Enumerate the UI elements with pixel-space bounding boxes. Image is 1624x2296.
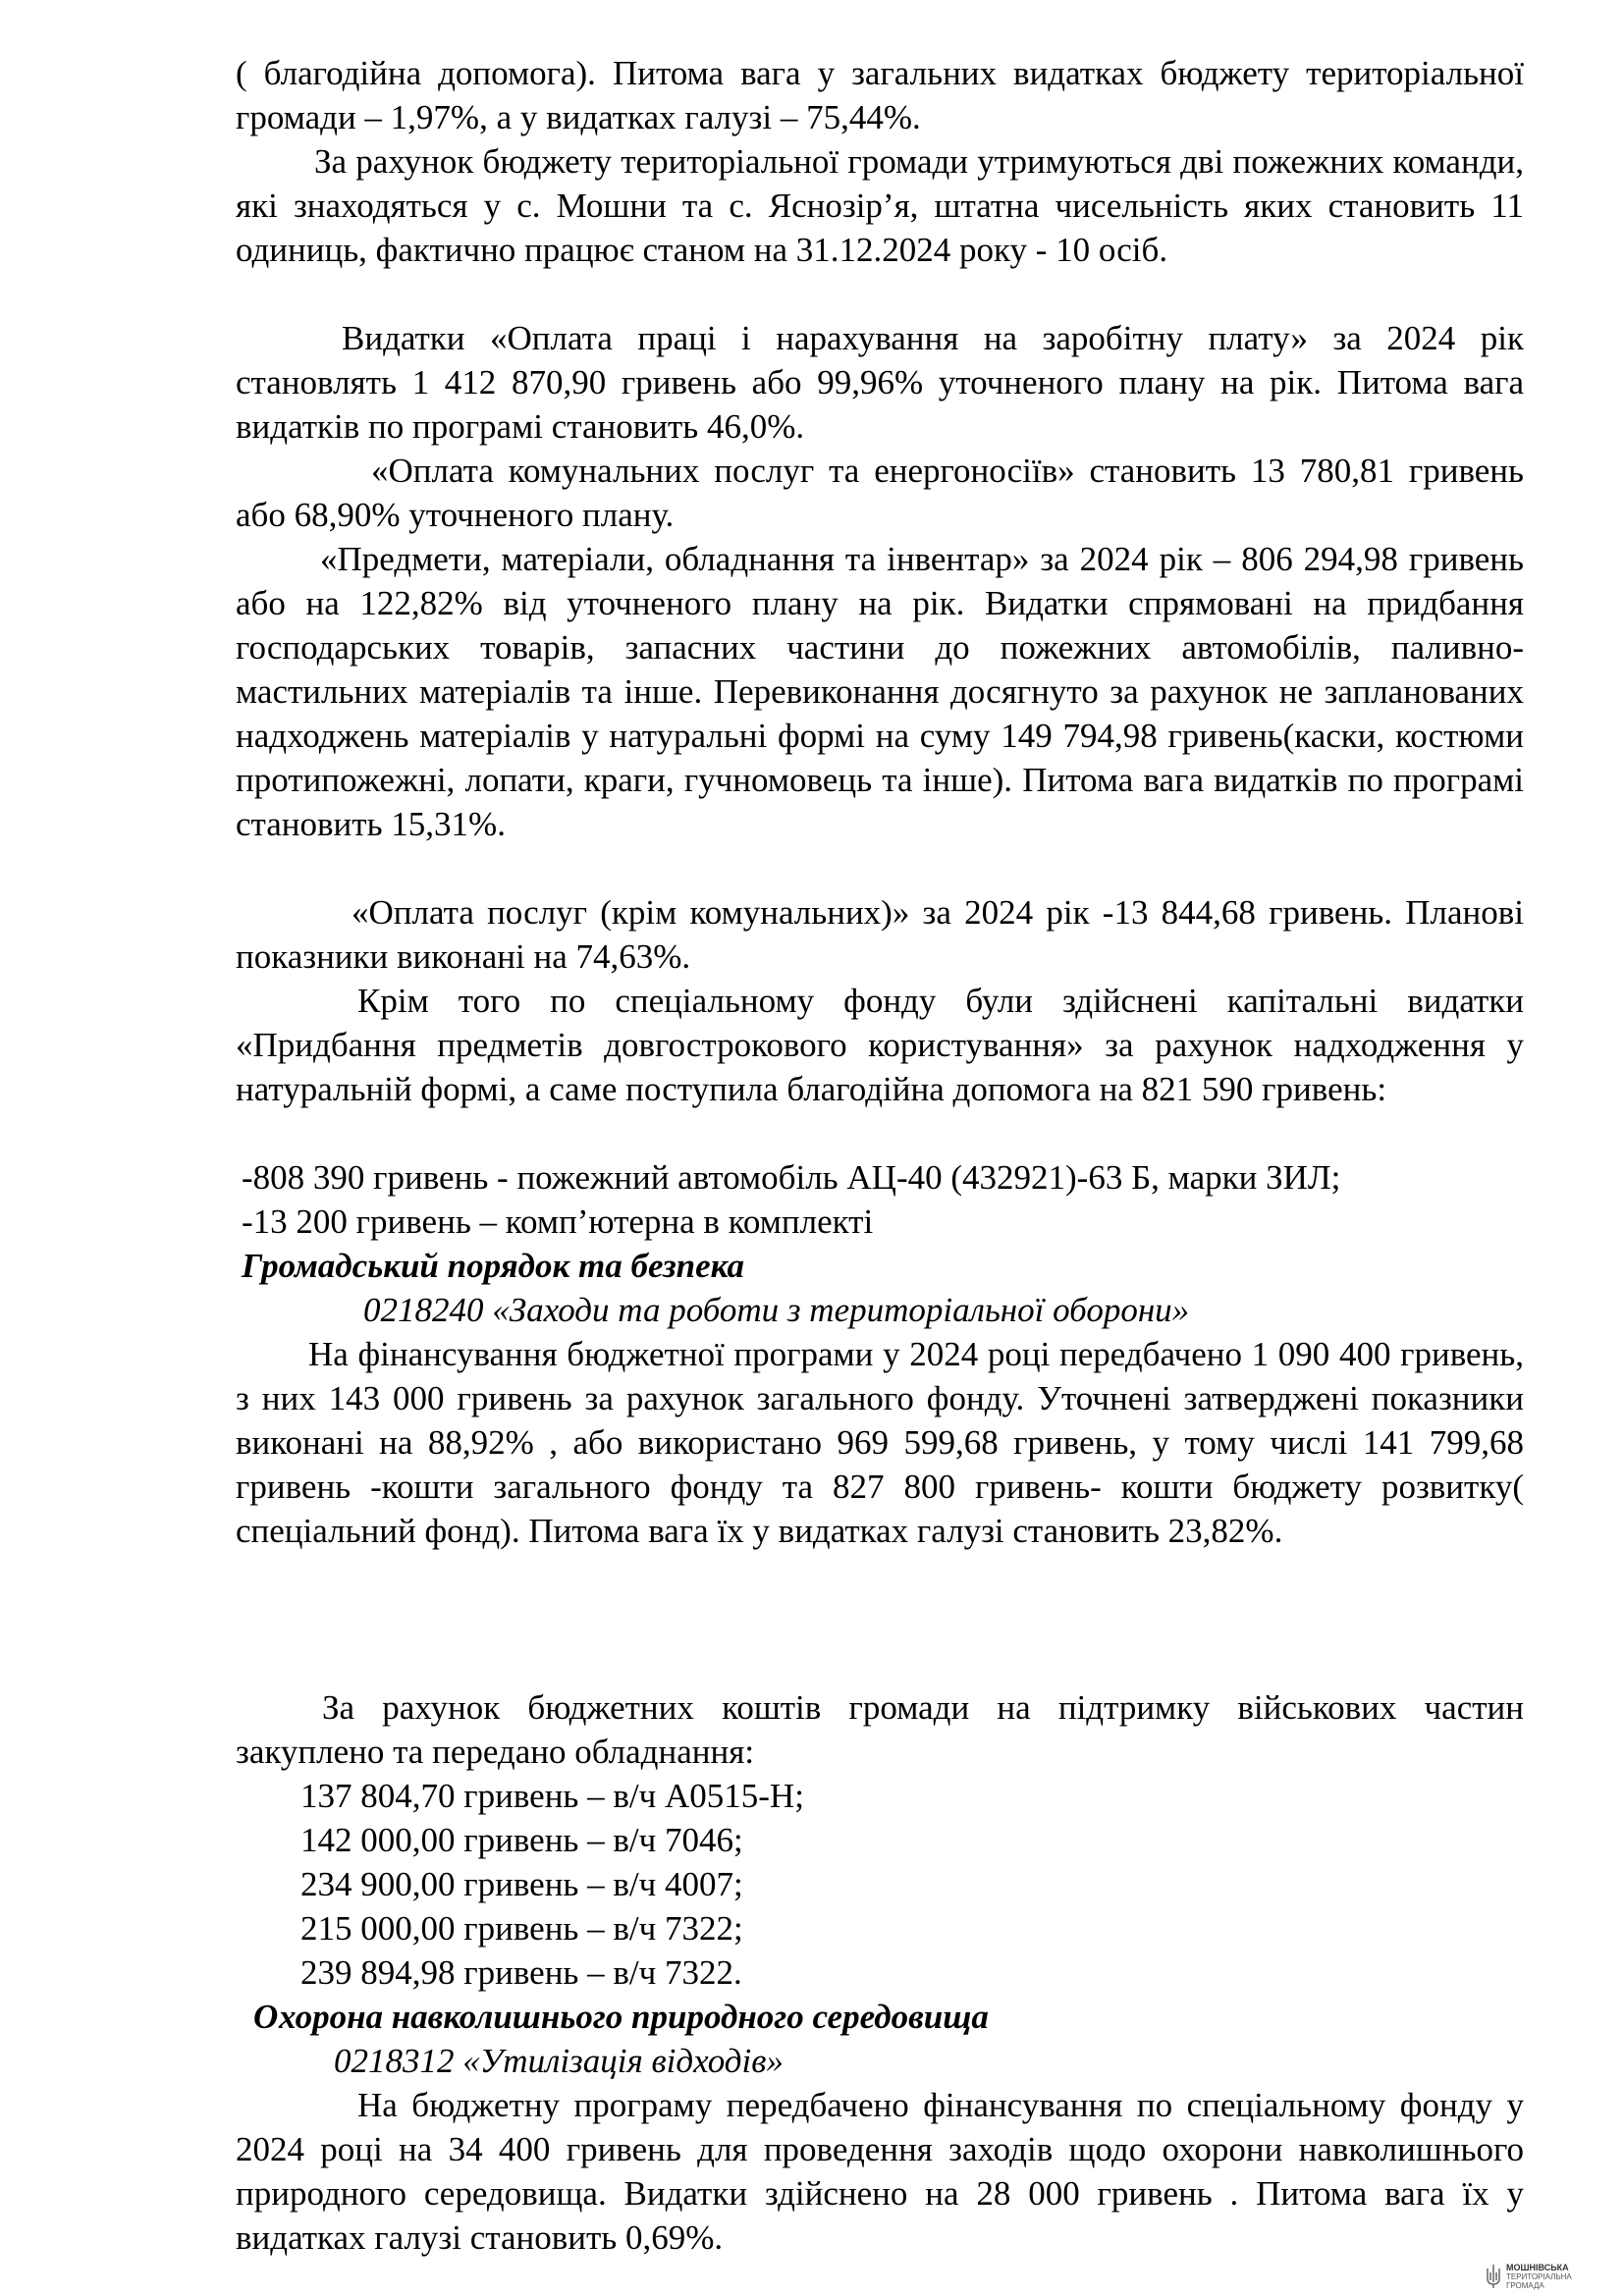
program-heading-territorial-defense: 0218240 «Заходи та роботи з територіальної оборони» [363,1291,1190,1329]
trident-icon [1485,2263,1502,2290]
community-logo [1485,2260,1617,2293]
military-item: 142 000,00 гривень – в/ч 7046; [300,1821,743,1859]
paragraph-capital-expenses: Крім того по спеціальному фонду були здійснені капітальні видатки «Придбання предметів довгострокового користування» за рахунок надходження у натуральній формі, а саме поступила благодійна допомога на 821 590 гривень: [236,982,1524,1108]
paragraph-territorial-defense: На фінансування бюджетної програми у 2024 році передбачено 1 090 400 гривень, з них 143 000 гривень за рахунок загального фонду. Уточнені затверджені показники виконані на 88,92% , або використано 969 599,68 гривень, у тому числі 141 799,68 гривень -кошти загального фонду та 827 800 гривень- кошти бюджету розвитку( спеціальний фонд). Питома вага їх у видатках галузі становить 23,82%. [236,1335,1524,1550]
military-item: 215 000,00 гривень – в/ч 7322; [300,1909,743,1948]
program-heading-waste-utilization: 0218312 «Утилізація відходів» [334,2042,784,2080]
military-item: 234 900,00 гривень – в/ч 4007; [300,1865,743,1903]
paragraph-utilities: «Оплата комунальних послуг та енергоносіїв» становить 13 780,81 гривень або 68,90% уточненого плану. [236,452,1524,534]
logo-text [1506,2264,1572,2290]
military-item: 239 894,98 гривень – в/ч 7322. [300,1953,742,1992]
paragraph-waste-utilization: На бюджетну програму передбачено фінансування по спеціальному фонду у 2024 році на 34 400 гривень для проведення заходів щодо охорони навколишнього природного середовища. Видатки здійснено на 28 000 гривень . Питома вага їх у видатках галузі становить 0,69%. [236,2086,1524,2257]
logo-line-2: ТЕРИТОРІАЛЬНА [1506,2271,1572,2281]
military-item: 137 804,70 гривень – в/ч А0515-Н; [300,1777,804,1815]
paragraph-fire-teams: За рахунок бюджету територіальної громади утримуються дві пожежних команди, які знаходяться у с. Мошни та с. Яснозір’я, штатна чисельність яких становить 11 одиниць, фактично працює станом на 31.12.2024 року - 10 осіб. [236,142,1524,269]
paragraph-salary-expenses: Видатки «Оплата праці і нарахування на заробітну плату» за 2024 рік становлять 1 412 870,90 гривень або 99,96% уточненого плану на рік. Питома вага видатків по програмі становить 46,0%. [236,319,1524,446]
paragraph-charity-share: ( благодійна допомога). Питома вага у загальних видатках бюджету територіальної громади – 1,97%, а у видатках галузі – 75,44%. [236,54,1524,136]
paragraph-services: «Оплата послуг (крім комунальних)» за 2024 рік -13 844,68 гривень. Планові показники виконані на 74,63%. [236,893,1524,976]
list-item: -13 200 гривень – комп’ютерна в комплекті [242,1202,874,1241]
paragraph-military-support: За рахунок бюджетних коштів громади на підтримку військових частин закуплено та передано обладнання: [236,1688,1524,1771]
logo-line-1: МОШНІВСЬКА [1506,2262,1569,2272]
list-item: -808 390 гривень - пожежний автомобіль АЦ-40 (432921)-63 Б, марки ЗИЛ; [242,1158,1341,1197]
section-heading-public-order: Громадський порядок та безпека [242,1247,745,1285]
section-heading-environment: Охорона навколишнього природного середовища [253,1998,989,2036]
paragraph-materials: «Предмети, матеріали, обладнання та інвентар» за 2024 рік – 806 294,98 гривень або на 122,82% від уточненого плану на рік. Видатки спрямовані на придбання господарських товарів, запасних частини до пожежних автомобілів, паливно-мастильних матеріалів та інше. Перевиконання досягнуто за рахунок не запланованих надходжень матеріалів у натуральні формі на суму 149 794,98 гривень(каски, костюми протипожежні, лопати, краги, гучномовець та інше). Питома вага видатків по програмі становить 15,31%. [236,540,1524,843]
logo-line-3: ГРОМАДА [1506,2280,1544,2290]
